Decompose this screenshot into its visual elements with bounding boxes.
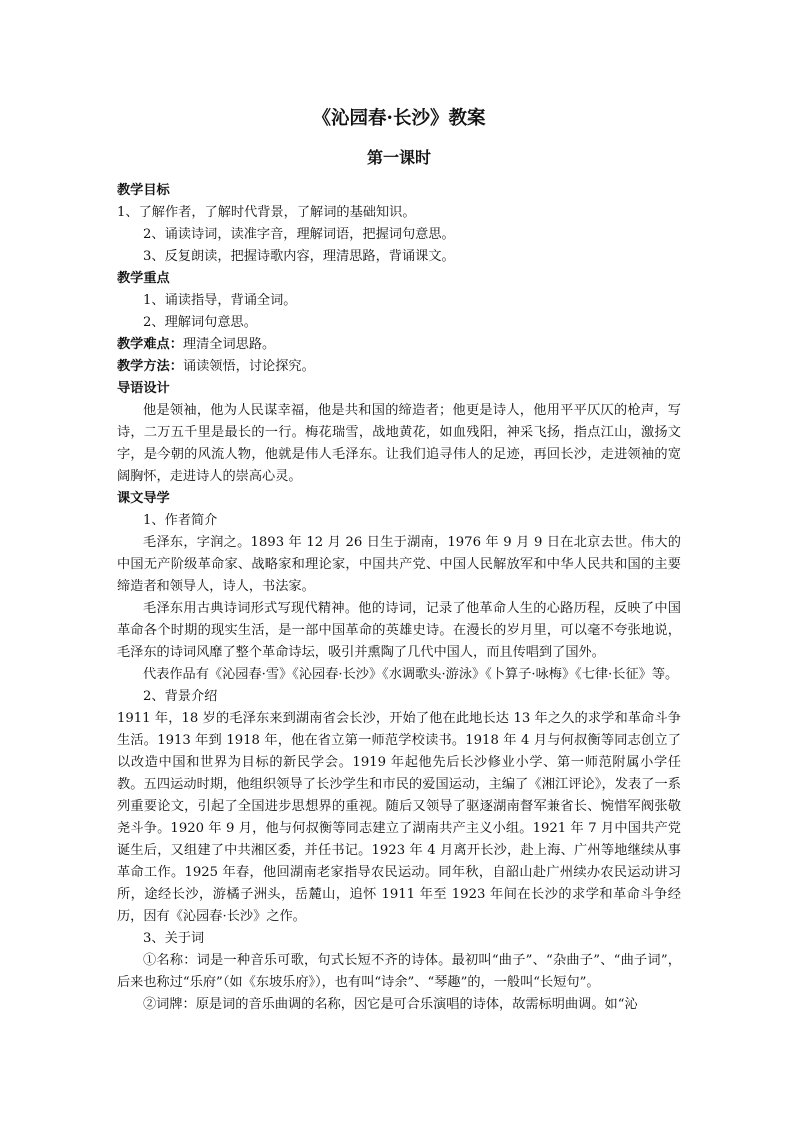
lesson-subtitle: 第一课时: [366, 148, 431, 167]
focus-item: 1、诵读指导，背诵全词。: [143, 293, 297, 308]
guide-heading: 课文导学: [117, 491, 170, 506]
difficulty-line: [117, 334, 681, 356]
ci-paragraph: ②词牌：原是词的音乐曲调的名称，因它是可合乐演唱的诗体，故需标明曲调。如“沁: [143, 997, 638, 1012]
difficulty-label: 教学难点：: [117, 337, 183, 352]
author-paragraph: 毛泽东，字润之。1893 年 12 月 26 日生于湖南，1976 年 9 月 9 日在北京去世。伟大的中国无产阶级革命家、战略家和理论家，中国共产党、中国人民解放军和中华人民共和国的主要缔造者和领导人，诗人，书法家。: [117, 535, 681, 594]
goal-item: 2、诵读诗词，读准字音，理解词语，把握词句意思。: [143, 227, 455, 242]
goal-item: 1、了解作者，了解时代背景，了解词的基础知识。: [117, 205, 416, 220]
goals-heading: 教学目标: [117, 183, 170, 198]
method-line: [117, 356, 681, 378]
ci-paragraph: ①名称：词是一种音乐可歌，句式长短不齐的诗体。最初叫“曲子”、“杂曲子”、“曲子词”，后来也称过“乐府”（如《东坡乐府》），也有叫“诗余”、“琴趣”的，一般叫“长短句”。: [117, 953, 681, 990]
document-page: [117, 100, 681, 1016]
section-title: 1、作者简介: [143, 513, 218, 528]
author-paragraph: 毛泽东用古典诗词形式写现代精神。他的诗词，记录了他革命人生的心路历程，反映了中国革命各个时期的现实生活，是一部中国革命的英雄史诗。在漫长的岁月里，可以毫不夸张地说，毛泽东的诗词风靡了整个革命诗坛，吸引并熏陶了几代中国人，而且传唱到了国外。: [117, 601, 681, 660]
method-text: 诵读领悟，讨论探究。: [182, 359, 315, 374]
focus-item: 2、理解词句意思。: [143, 315, 257, 330]
goal-item: 3、反复朗读，把握诗歌内容，理清思路，背诵课文。: [143, 249, 455, 264]
document-title: 《沁园春·长沙》教案: [312, 108, 486, 129]
section-title: 3、关于词: [143, 931, 205, 946]
intro-paragraph: 他是领袖，他为人民谋幸福，他是共和国的缔造者；他更是诗人，他用平平仄仄的枪声，写诗，二万五千里是最长的一行。梅花瑞雪，战地黄花，如血残阳，神采飞扬，指点江山，激扬文字，是今朝的风流人物，他就是伟人毛泽东。让我们追寻伟人的足迹，再回长沙，走进领袖的宽阔胸怀，走进诗人的崇高心灵。: [117, 403, 681, 484]
section-title: 2、背景介绍: [143, 689, 218, 704]
author-paragraph: 代表作品有《沁园春·雪》《沁园春·长沙》《水调歌头·游泳》《卜算子·咏梅》《七律·长征》等。: [143, 667, 679, 682]
focus-heading: 教学重点: [117, 271, 170, 286]
intro-heading: 导语设计: [117, 381, 170, 396]
method-label: 教学方法：: [117, 359, 183, 374]
background-paragraph: 1911 年，18 岁的毛泽东来到湖南省会长沙，开始了他在此地长达 13 年之久的求学和革命斗争生活。1913 年到 1918 年，他在省立第一师范学校读书。1918 年 4 月与何叔衡等同志创立了以改造中国和世界为目标的新民学会。1919 年起他先后长沙修业小学、第一师范附属小学任教。五四运动时期，他组织领导了长沙学生和市民的爱国运动，主编了《湘江评论》，发表了一系列重要论文，引起了全国进步思想界的重视。随后又领导了驱逐湖南督军兼省长、惋惜军阀张敬尧斗争。1920 年 9 月，他与何叔衡等同志建立了湖南共产主义小组。1921 年 7 月中国共产党诞生后，又组建了中共湘区委，并任书记。1923 年 4 月离开长沙，赴上海、广州等地继续从事革命工作。1925 年春，他回湖南老家指导农民运动。同年秋，自韶山赴广州续办农民运动讲习所，途经长沙，游橘子洲头，岳麓山，追怀 1911 年至 1923 年间在长沙的求学和革命斗争经历，因有《沁园春·长沙》之作。: [117, 711, 681, 924]
difficulty-text: 理清全词思路。: [182, 337, 276, 352]
